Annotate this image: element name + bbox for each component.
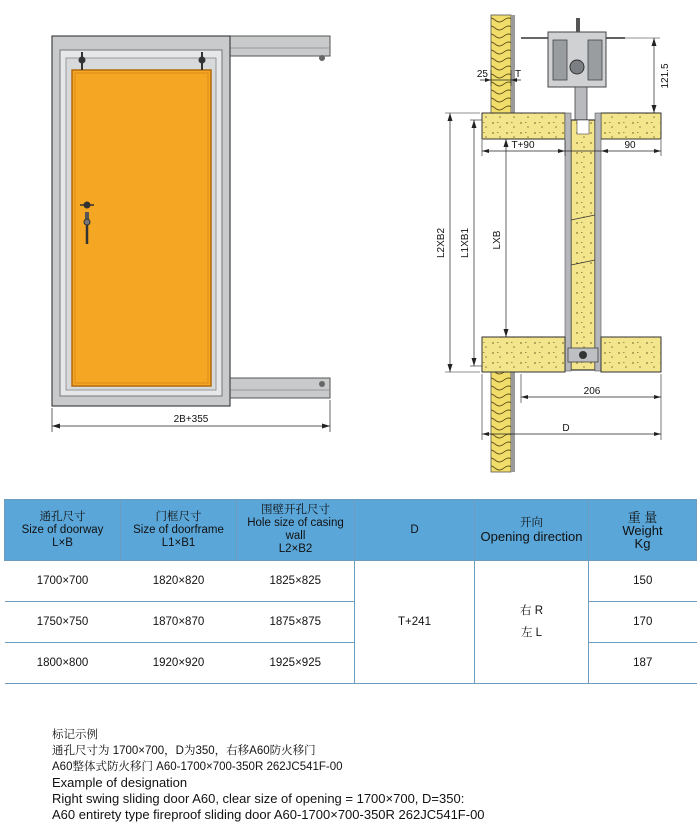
dim-t-label: T [515,69,522,80]
dim-121-label: 121.5 [660,63,671,89]
dim-height-top [606,38,671,113]
cell-weight: 187 [589,643,697,684]
spec-table [4,499,697,684]
table-row [5,643,697,684]
bottom-guide [568,348,598,362]
top-track-assembly [521,18,625,121]
dim-206-label: 206 [583,386,601,397]
cell-direction [475,561,589,684]
notes-cn-title: 标记示例 [52,729,98,741]
cell-weight: 170 [589,602,697,643]
dim-90-label: 90 [624,140,636,151]
cell-doorway: 1750×750 [5,602,121,643]
front-width-label: 2B+355 [173,414,209,425]
cell-doorframe: 1870×870 [121,602,237,643]
cell-doorway: 1800×800 [5,643,121,684]
notes-en-line1: Right swing sliding door A60, clear size of opening = 1700×700, D=350: [52,791,465,806]
cell-casing: 1925×925 [237,643,355,684]
col-casing-header: 围壁开孔尺寸 Hole size of casing wall L2×B2 [237,500,355,561]
door-leaf [72,70,211,386]
col-d-header: D [355,500,475,561]
direction-right: 右 R [520,605,543,617]
track-end-stop [319,55,325,61]
dim-lxb-label: LXB [492,230,503,250]
direction-left: 左 L [520,627,543,639]
designation-notes [52,727,485,823]
table-header-row [5,500,697,561]
notes-en-line2: A60 entirety type fireproof sliding door A60-1700×700-350R 262JC541F-00 [52,807,485,822]
cell-doorframe: 1820×820 [121,561,237,602]
dim-l2xb2-label: L2XB2 [436,227,447,259]
wall-panel-top [482,113,565,139]
dim-25-label: 25 [476,69,488,80]
dim-tplus90-label: T+90 [511,140,535,151]
bottom-track [230,378,330,398]
table-row [5,602,697,643]
wall-insulation-lower [491,372,511,472]
table-row [5,561,697,602]
cell-casing: 1825×825 [237,561,355,602]
wall-panel-bottom [482,337,565,372]
cell-d: T+241 [355,561,475,684]
cell-casing: 1875×875 [237,602,355,643]
col-doorframe-header: 门框尺寸 Size of doorframe L1×B1 [121,500,237,561]
col-direction-header: 开向 Opening direction [475,500,589,561]
dim-l1xb1-label: L1XB1 [460,227,471,259]
notes-cn-line2: A60整体式防火移门 A60-1700×700-350R 262JC541F-00 [52,761,343,773]
notes-cn-line1: 通孔尺寸为 1700×700，D为350，右移A60防火移门 [52,745,316,757]
cell-doorway: 1700×700 [5,561,121,602]
door-leaf-section [571,120,595,370]
dim-verticals [436,113,565,372]
front-elevation [52,36,330,432]
col-doorway-header: 通孔尺寸 Size of doorway L×B [5,500,121,561]
cell-doorframe: 1920×920 [121,643,237,684]
wall-insulation-upper [491,15,511,113]
col-weight-header: 重 量 Weight Kg [589,500,697,561]
notes-en-title: Example of designation [52,775,188,790]
section-view [436,15,671,472]
cell-weight: 150 [589,561,697,602]
dim-d-label: D [562,423,570,434]
